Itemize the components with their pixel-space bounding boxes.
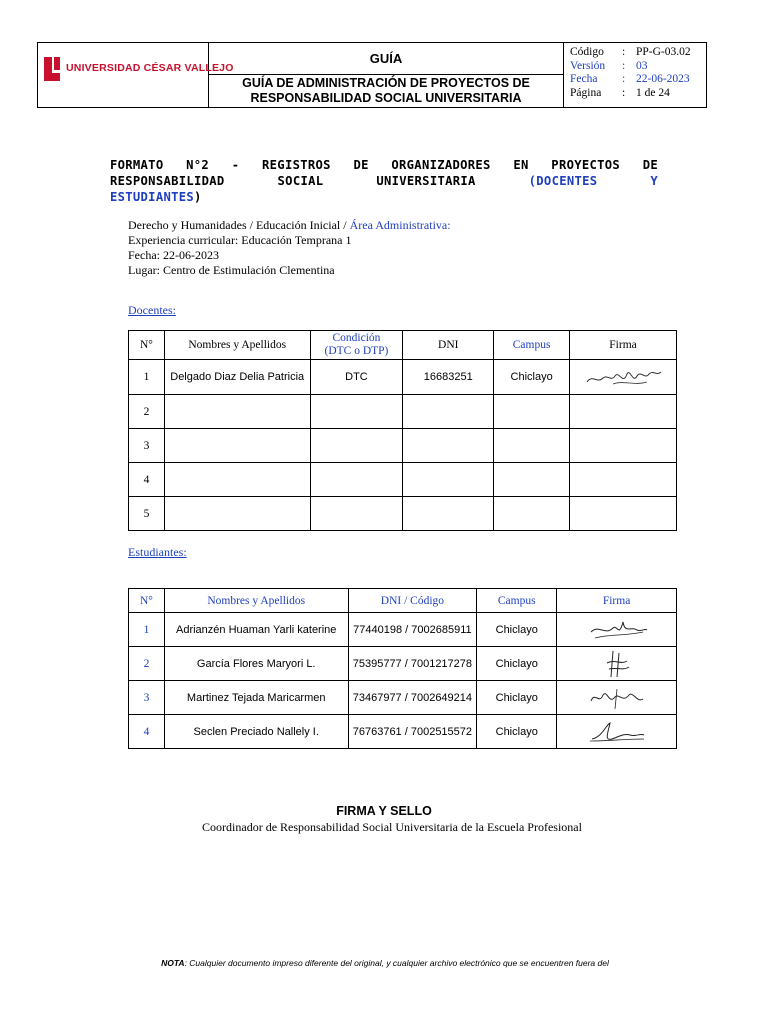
signature-icon <box>585 616 649 644</box>
meta-row-page: Página : 1 de 24 <box>570 86 670 99</box>
table-row: 4 <box>129 463 677 497</box>
students-section-label: Estudiantes: <box>128 545 187 559</box>
project-info <box>128 218 451 278</box>
doc-title: GUÍA DE ADMINISTRACIÓN DE PROYECTOS DE RESPONSABILIDAD SOCIAL UNIVERSITARIA <box>242 76 530 105</box>
date-line: Fecha: 22-06-2023 <box>128 248 219 262</box>
meta-row-version: Versión : 03 <box>570 59 648 72</box>
table-row: 2 García Flores Maryori L. 75395777 / 7001217278 Chiclayo <box>129 647 677 681</box>
signature-icon <box>597 649 637 679</box>
table-row: 4 Seclen Preciado Nallely I. 76763761 / 7002515572 Chiclayo <box>129 715 677 749</box>
students-table <box>128 588 677 749</box>
coordinator-label: Coordinador de Responsabilidad Social Universitaria de la Escuela Profesional <box>202 820 582 834</box>
format-title-line1: FORMATO N°2 - REGISTROS DE ORGANIZADORES EN PROYECTOS DE <box>110 158 658 172</box>
signature-image <box>570 360 677 395</box>
logo-text: UNIVERSIDAD CÉSAR VALLEJO <box>66 62 234 74</box>
table-row: 2 <box>129 395 677 429</box>
table-row: 3 Martinez Tejada Maricarmen 73467977 / 7002649214 Chiclayo <box>129 681 677 715</box>
table-row: 1 Adrianzén Huaman Yarli katerine 77440198 / 7002685911 Chiclayo <box>129 613 677 647</box>
teachers-table <box>128 330 677 531</box>
university-logo <box>38 43 234 107</box>
signature-image <box>557 681 677 715</box>
students-header-row: N° Nombres y Apellidos DNI / Código Campus Firma <box>129 589 677 613</box>
footer-note: NOTA: Cualquier documento impreso diferente del original, y cualquier archivo electrónico que se encuentren fuera del <box>161 958 609 968</box>
faculty-line: Derecho y Humanidades / Educación Inicial / Área Administrativa: <box>128 218 451 232</box>
meta-row-code: Código : PP-G-03.02 <box>570 46 691 58</box>
signature-icon <box>587 685 647 711</box>
meta-row-date: Fecha : 22-06-2023 <box>570 73 690 85</box>
table-row: 5 <box>129 497 677 531</box>
format-title-line2: RESPONSABILIDAD SOCIAL UNIVERSITARIA (DOCENTES Y <box>110 174 659 188</box>
firma-sello-label: FIRMA Y SELLO <box>336 804 432 818</box>
place-line: Lugar: Centro de Estimulación Clementina <box>128 263 335 277</box>
experience-line: Experiencia curricular: Educación Temprana 1 <box>128 233 352 247</box>
teachers-header-row: N° Nombres y Apellidos Condición (DTC o DTP) DNI Campus Firma <box>129 331 677 360</box>
doc-meta <box>570 46 691 100</box>
teachers-section-label: Docentes: <box>128 303 176 317</box>
table-row: 3 <box>129 429 677 463</box>
format-title-line3: ESTUDIANTES) <box>110 190 202 204</box>
table-row: 1 Delgado Diaz Delia Patricia DTC 16683251 Chiclayo <box>129 360 677 395</box>
signature-icon <box>583 364 663 390</box>
signature-icon <box>586 719 648 745</box>
ucv-logo-icon <box>42 55 62 83</box>
document-header <box>37 42 707 108</box>
signature-image <box>557 647 677 681</box>
signature-image <box>557 613 677 647</box>
signature-image <box>557 715 677 749</box>
doc-type: GUÍA <box>209 43 563 75</box>
